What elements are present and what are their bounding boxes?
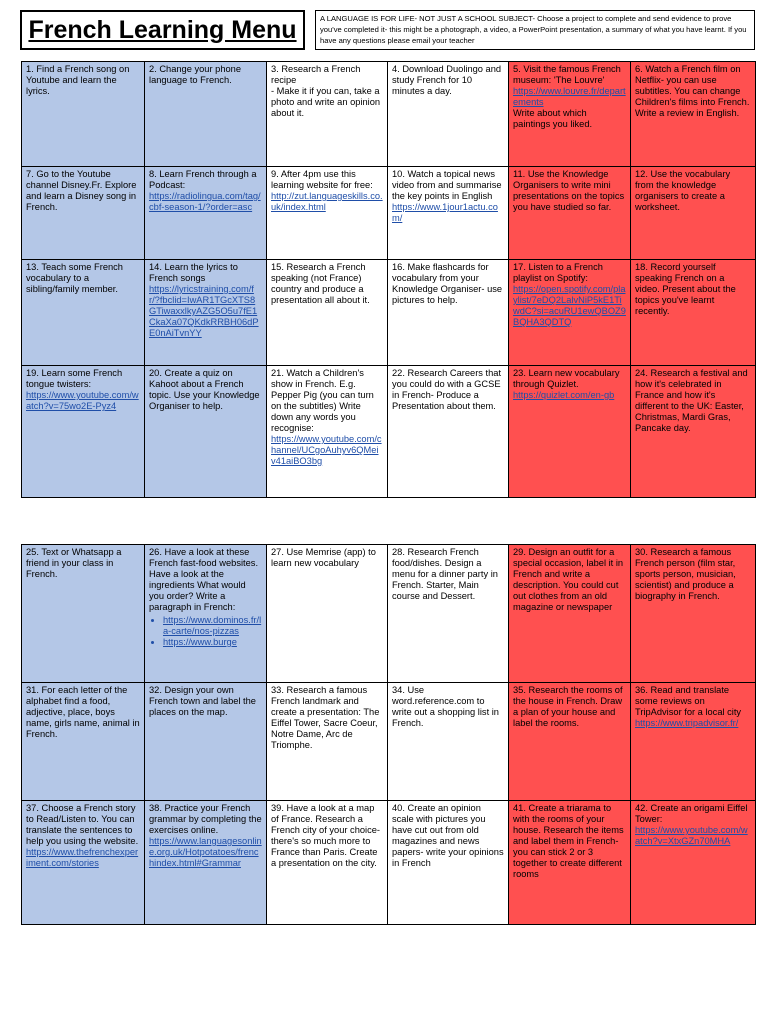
- cell-text: 22. Research Careers that you could do with a GCSE in French- Produce a Presentation about them.: [392, 368, 502, 411]
- menu-cell-29: [509, 545, 631, 683]
- menu-cell-9: [267, 167, 388, 260]
- cell-text: 32. Design your own French town and label the places on the map.: [149, 685, 256, 717]
- menu-cell-6: [631, 62, 756, 167]
- cell-text: 24. Research a festival and how it's celebrated in France and how it's different to the UK: Easter, Christmas, Mardi Gras, Pancake day.: [635, 368, 748, 433]
- cell-text: 42. Create an origami Eiffel Tower:: [635, 803, 748, 824]
- link-list: [149, 615, 262, 648]
- cell-text: 29. Design an outfit for a special occasion, label it in French and write a description. You could cut out clothes from an old magazine or newspaper: [513, 547, 624, 612]
- menu-cell-12: [631, 167, 756, 260]
- menu-table-1: [21, 61, 756, 498]
- cell-text: 33. Research a famous French landmark and create a presentation: The Eiffel Tower, Sacre Coeur, Notre Dame, Arc de Triomphe.: [271, 685, 380, 750]
- menu-cell-39: [267, 801, 388, 925]
- cell-text: 27. Use Memrise (app) to learn new vocabulary: [271, 547, 376, 568]
- cell-text: 1. Find a French song on Youtube and learn the lyrics.: [26, 64, 130, 96]
- cell-text: 17. Listen to a French playlist on Spotify:: [513, 262, 603, 283]
- cell-text: 5. Visit the famous French museum: 'The Louvre': [513, 64, 621, 85]
- resource-link[interactable]: https://radiolingua.com/tag/cbf-season-1/?order=asc: [149, 191, 261, 212]
- menu-cell-30: [631, 545, 756, 683]
- cell-text: 38. Practice your French grammar by completing the exercises online.: [149, 803, 262, 835]
- menu-cell-18: [631, 260, 756, 366]
- cell-text: 34. Use word.reference.com to write out a shopping list in French.: [392, 685, 499, 728]
- cell-text: 40. Create an opinion scale with pictures you have cut out from old magazines and news papers- write your opinions in French: [392, 803, 504, 868]
- cell-text: 21. Watch a Children's show in French. E.g. Pepper Pig (you can turn on the subtitles) Write down any words you recognise:: [271, 368, 374, 433]
- menu-cell-5: [509, 62, 631, 167]
- cell-text: 20. Create a quiz on Kahoot about a French topic. Use your Knowledge Organiser to help.: [149, 368, 260, 411]
- menu-cell-26: [145, 545, 267, 683]
- menu-cell-36: [631, 683, 756, 801]
- menu-cell-41: [509, 801, 631, 925]
- menu-cell-3: [267, 62, 388, 167]
- menu-cell-16: [388, 260, 509, 366]
- menu-cell-23: [509, 366, 631, 498]
- menu-cell-10: [388, 167, 509, 260]
- menu-cell-35: [509, 683, 631, 801]
- resource-link[interactable]: https://quizlet.com/en-gb: [513, 390, 615, 400]
- menu-cell-14: [145, 260, 267, 366]
- cell-text: 13. Teach some French vocabulary to a sibling/family member.: [26, 262, 123, 294]
- menu-cell-37: [22, 801, 145, 925]
- cell-text: 35. Research the rooms of the house in French. Draw a plan of your house and label the rooms.: [513, 685, 623, 728]
- resource-link[interactable]: https://www.youtube.com/watch?v=75wo2E-Pyz4: [26, 390, 139, 411]
- cell-text: 9. After 4pm use this learning website for free:: [271, 169, 373, 190]
- resource-link[interactable]: https://www.tripadvisor.fr/: [635, 718, 739, 728]
- cell-text: 10. Watch a topical news video from and summarise the key points in English: [392, 169, 502, 201]
- resource-link[interactable]: https://www.languagesonline.org.uk/Hotpotatoes/frenchindex.html#Grammar: [149, 836, 262, 868]
- resource-link[interactable]: https://www.1jour1actu.com/: [392, 202, 498, 223]
- menu-table-2: [21, 544, 756, 925]
- cell-text: 37. Choose a French story to Read/Listen to. You can translate the sentences to help you using the website.: [26, 803, 139, 846]
- cell-text: 16. Make flashcards for vocabulary from your Knowledge Organiser- use pictures to help.: [392, 262, 503, 305]
- menu-cell-11: [509, 167, 631, 260]
- resource-link[interactable]: https://www.louvre.fr/departements: [513, 86, 626, 107]
- cell-text: 41. Create a triarama to with the rooms of your house. Research the items and label them in French- you can stick 2 or 3 together to create different rooms: [513, 803, 624, 879]
- cell-text: 11. Use the Knowledge Organisers to write mini presentations on the topics you have studied so far.: [513, 169, 625, 212]
- cell-text: 28. Research French food/dishes. Design a menu for a dinner party in French. Starter, Main course and Dessert.: [392, 547, 498, 601]
- menu-cell-34: [388, 683, 509, 801]
- link-list-item[interactable]: • https://www.burge: [163, 637, 262, 648]
- cell-text: 36. Read and translate some reviews on TripAdvisor for a local city: [635, 685, 742, 717]
- cell-text: 2. Change your phone language to French.: [149, 64, 242, 85]
- menu-cell-38: [145, 801, 267, 925]
- cell-text: 6. Watch a French film on Netflix- you can use subtitles. You can change Children's films into French. Write a review in English.: [635, 64, 750, 118]
- menu-cell-1: [22, 62, 145, 167]
- menu-cell-17: [509, 260, 631, 366]
- menu-cell-4: [388, 62, 509, 167]
- cell-text: 3. Research a French recipe - Make it if you can, take a photo and write an opinion about it.: [271, 64, 381, 118]
- cell-text: 14. Learn the lyrics to French songs: [149, 262, 238, 283]
- cell-text: 4. Download Duolingo and study French for 10 minutes a day.: [392, 64, 502, 96]
- resource-link[interactable]: https://www.youtube.com/channel/UCgoAuhyv6QMeiv41aiBO3bg: [271, 434, 382, 466]
- cell-text: 23. Learn new vocabulary through Quizlet.: [513, 368, 620, 389]
- menu-cell-24: [631, 366, 756, 498]
- cell-text: 26. Have a look at these French fast-food websites. Have a look at the ingredients What would you order? Write a paragraph in French:: [149, 547, 259, 612]
- menu-cell-31: [22, 683, 145, 801]
- menu-cell-2: [145, 62, 267, 167]
- menu-cell-25: [22, 545, 145, 683]
- cell-text: 31. For each letter of the alphabet find a food, adjective, place, boys name, girls name, animal in French.: [26, 685, 140, 739]
- menu-cell-13: [22, 260, 145, 366]
- cell-text: 12. Use the vocabulary from the knowledge organisers to create a worksheet.: [635, 169, 731, 212]
- cell-text: 19. Learn some French tongue twisters:: [26, 368, 123, 389]
- cell-text: 8. Learn French through a Podcast:: [149, 169, 257, 190]
- menu-cell-22: [388, 366, 509, 498]
- cell-text: 30. Research a famous French person (film star, sports person, musician, scientist) and produce a biography in French.: [635, 547, 736, 601]
- menu-cell-42: [631, 801, 756, 925]
- cell-text: 39. Have a look at a map of France. Research a French city of your choice- there's so much more to France than Paris. Create a presentation on the city.: [271, 803, 381, 868]
- menu-cell-8: [145, 167, 267, 260]
- menu-cell-21: [267, 366, 388, 498]
- resource-link[interactable]: https://open.spotify.com/playlist/7eDQ2LalvNiP5kE1TiwdC?si=acuRU1ewQBOZ9BQHA3QDTQ: [513, 284, 626, 327]
- menu-cell-32: [145, 683, 267, 801]
- menu-cell-7: [22, 167, 145, 260]
- menu-cell-27: [267, 545, 388, 683]
- resource-link[interactable]: https://www.youtube.com/watch?v=XtxGZn70MHA: [635, 825, 748, 846]
- menu-cell-40: [388, 801, 509, 925]
- resource-link[interactable]: https://www.thefrenchexperiment.com/stories: [26, 847, 139, 868]
- link-list-item[interactable]: • https://www.dominos.fr/la-carte/nos-pizzas: [163, 615, 262, 637]
- cell-text: 18. Record yourself speaking French on a video. Present about the topics you've learnt recently.: [635, 262, 736, 316]
- page-title: French Learning Menu: [20, 10, 305, 50]
- menu-cell-19: [22, 366, 145, 498]
- menu-cell-33: [267, 683, 388, 801]
- cell-text: 7. Go to the Youtube channel Disney.Fr. Explore and learn a Disney song in French.: [26, 169, 137, 212]
- menu-cell-15: [267, 260, 388, 366]
- cell-text: 15. Research a French speaking (not France) country and produce a presentation all about it.: [271, 262, 370, 305]
- cell-extra-text: Write about which paintings you liked.: [513, 108, 593, 129]
- resource-link[interactable]: https://lyricstraining.com/fr/?fbclid=IwAR1TGcXTS8GTiwaxxlkyAZG5O5u7fE1CkaXa07QKdkRRBH06dPE0nAiTvnYY: [149, 284, 259, 338]
- menu-cell-28: [388, 545, 509, 683]
- resource-link[interactable]: http://zut.languageskills.co.uk/index.html: [271, 191, 383, 212]
- cell-text: 25. Text or Whatsapp a friend in your class in French.: [26, 547, 122, 579]
- intro-instructions: A LANGUAGE IS FOR LIFE- NOT JUST A SCHOOL SUBJECT- Choose a project to complete and send evidence to prove you've completed it- this might be a photograph, a video, a PowerPoint presentation, a summary of what you have learnt. If you have any questions please email your teacher: [315, 10, 755, 50]
- menu-cell-20: [145, 366, 267, 498]
